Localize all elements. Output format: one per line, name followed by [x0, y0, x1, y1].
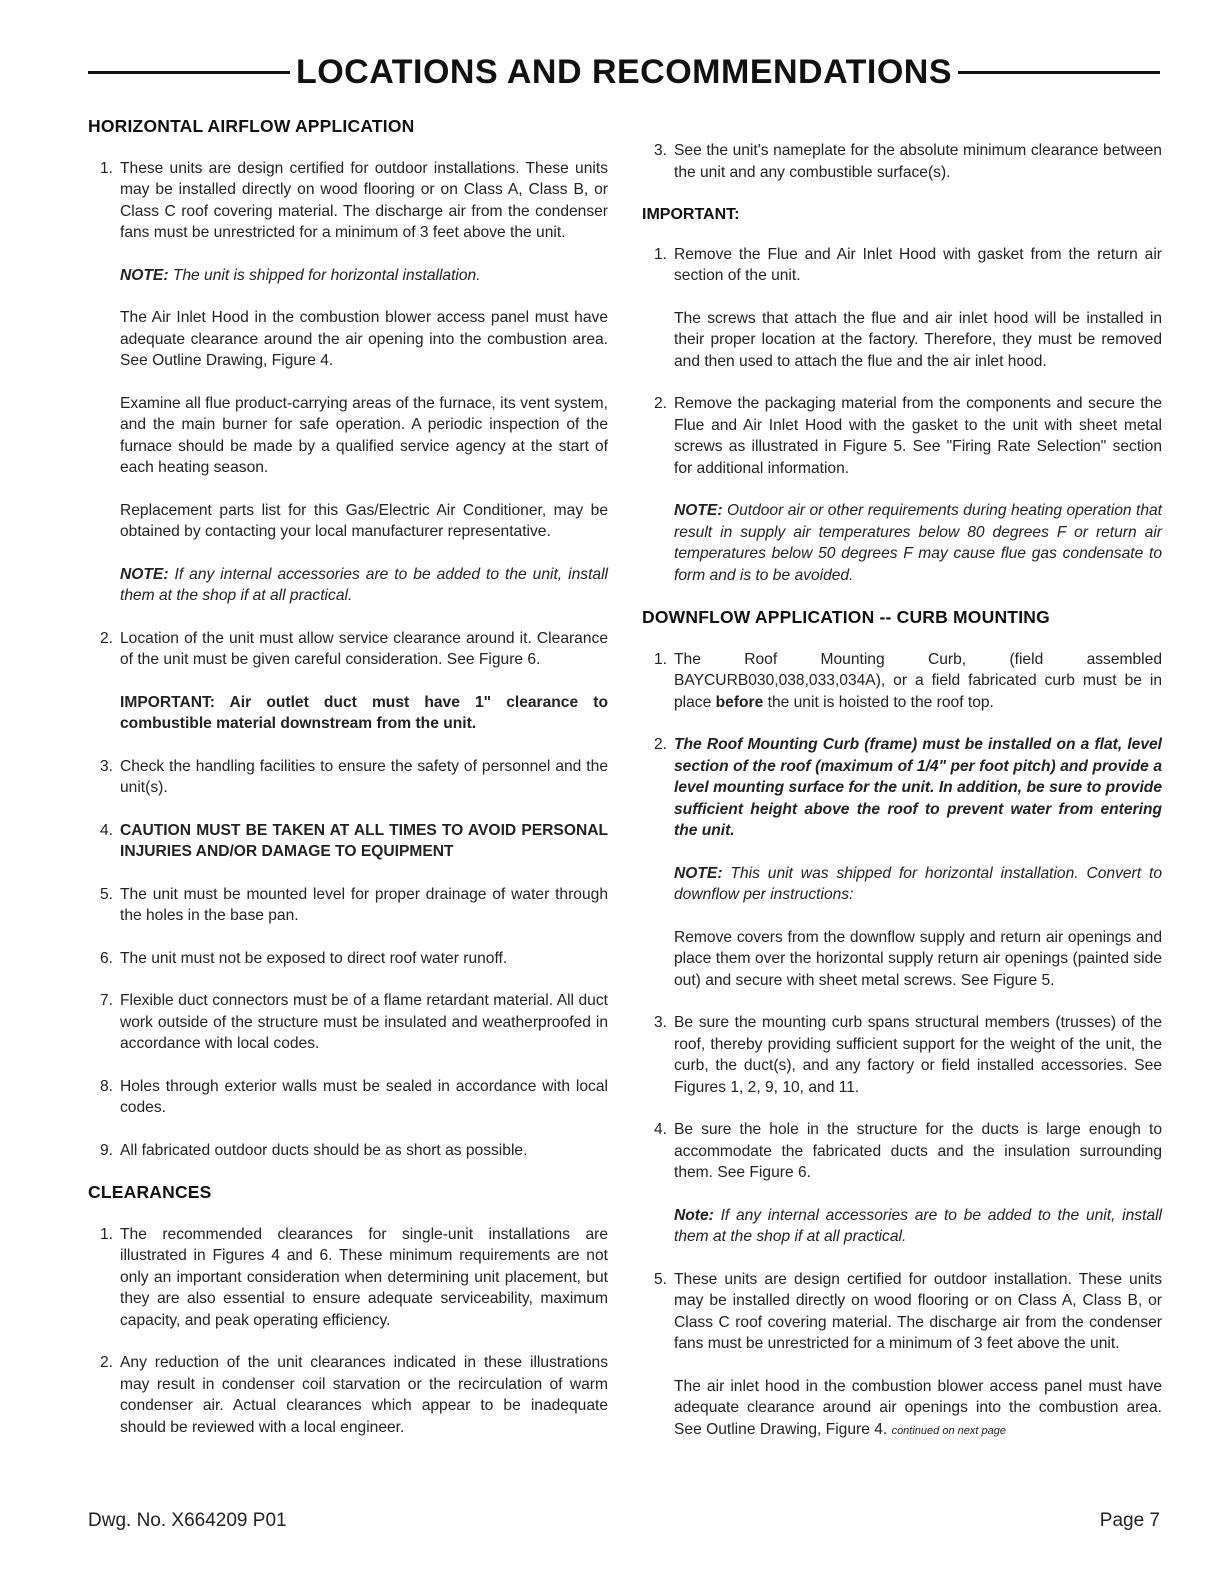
- item-number: 4.: [100, 821, 114, 839]
- list-item: [88, 820, 608, 863]
- note: [674, 1205, 1162, 1248]
- item-number: 2.: [654, 395, 668, 412]
- item-number: 1.: [100, 159, 114, 177]
- note-text: If any internal accessories are to be added to the unit, install them at the shop if at all practical.: [674, 1206, 1162, 1245]
- list-item: [88, 884, 608, 927]
- list-item: [88, 948, 608, 970]
- paragraph: The screws that attach the flue and air inlet hood will be installed in their proper location at the factory. Therefore, they must be removed and then used to attach the flue and the air inlet hood.: [674, 309, 1162, 370]
- item-number: 3.: [654, 142, 668, 159]
- item-text-emphasis: The Roof Mounting Curb (frame) must be installed on a flat, level section of the roof (maximum of 1/4" per foot pitch) and provide a level mounting surface for the unit. In addition, be sure to provide sufficient height above the roof to prevent water from entering the unit.: [674, 736, 1162, 839]
- list-item: [642, 393, 1162, 479]
- section-heading-horizontal: HORIZONTAL AIRFLOW APPLICATION: [88, 116, 415, 136]
- page-number: Page 7: [1099, 1510, 1160, 1531]
- list-item: [88, 1352, 608, 1438]
- note-label: Note:: [674, 1206, 714, 1224]
- section-heading-clearances: CLEARANCES: [88, 1182, 212, 1202]
- list-item: [642, 734, 1162, 842]
- list-item: [642, 1119, 1162, 1184]
- drawing-number: Dwg. No. X664209 P01: [88, 1510, 287, 1531]
- item-number: 5.: [100, 885, 114, 903]
- left-column: [88, 116, 608, 1459]
- paragraph: Examine all flue product-carrying areas of the furnace, its vent system, and the main burner for safe operation. A periodic inspection of the furnace should be made by a qualified service agency at the start of each heating season.: [120, 394, 608, 476]
- note-label: NOTE:: [674, 864, 723, 882]
- item-number: 9.: [100, 1141, 114, 1159]
- item-number: 5.: [654, 1270, 668, 1288]
- item-text: Flexible duct connectors must be of a flame retardant material. All duct work outside of the structure must be insulated and weatherproofed in accordance with local codes.: [120, 992, 608, 1052]
- item-text: Any reduction of the unit clearances indicated in these illustrations may result in condenser coil starvation or the recirculation of warm condenser air. Actual clearances which appear to be inadequate should be reviewed with a local engineer.: [120, 1354, 608, 1436]
- item-text: Be sure the mounting curb spans structural members (trusses) of the roof, thereby providing sufficient support for the weight of the unit, the curb, the duct(s), and any factory or field installed accessories. See Figures 1, 2, 9, 10, and 11.: [674, 1014, 1162, 1096]
- paragraph: Replacement parts list for this Gas/Electric Air Conditioner, may be obtained by contacting your local manufacturer representative.: [120, 501, 608, 540]
- item-text: Be sure the hole in the structure for the ducts is large enough to accommodate the fabricated ducts and the insulation surrounding them. See Figure 6.: [674, 1121, 1162, 1181]
- item-number: 1.: [654, 650, 668, 668]
- item-number: 3.: [654, 1014, 668, 1031]
- item-text-emphasis: before: [715, 693, 764, 711]
- item-text: [674, 649, 1162, 714]
- item-text: Check the handling facilities to ensure the safety of personnel and the unit(s).: [120, 757, 608, 796]
- list-item: [88, 1076, 608, 1119]
- item-number: 6.: [100, 949, 114, 967]
- list-item: [642, 1269, 1162, 1355]
- paragraph: Remove covers from the downflow supply and return air openings and place them over the horizontal supply return air openings (painted side out) and secure with sheet metal screws. See Figure 5.: [674, 928, 1162, 989]
- continued-label: continued on next page: [891, 1424, 1006, 1437]
- list-item: [642, 140, 1162, 183]
- list-item: [642, 1012, 1162, 1098]
- paragraph-text: The air inlet hood in the combustion blower access panel must have adequate clearance around air openings into the combustion area. See Outline Drawing, Figure 4.: [674, 1377, 1162, 1438]
- item-number: 1.: [654, 245, 668, 263]
- item-text-part: The Roof Mounting Curb, (field assembled BAYCURB030,038,033,034A), or a field fabricated curb must be in place: [674, 650, 1162, 711]
- section-heading-downflow: DOWNFLOW APPLICATION -- CURB MOUNTING: [642, 607, 1050, 627]
- page-title: LOCATIONS AND RECOMMENDATIONS: [295, 52, 953, 91]
- list-item: [88, 1224, 608, 1332]
- paragraph: The Air Inlet Hood in the combustion blower access panel must have adequate clearance around the air opening into the combustion area. See Outline Drawing, Figure 4.: [120, 309, 608, 369]
- item-text: The unit must not be exposed to direct roof water runoff.: [120, 949, 508, 967]
- item-text: Remove the Flue and Air Inlet Hood with gasket from the return air section of the unit.: [674, 245, 1162, 284]
- item-number: 3.: [100, 757, 114, 775]
- list-item: [642, 244, 1162, 287]
- item-text: The recommended clearances for single-unit installations are illustrated in Figures 4 and 6. These minimum requirements are not only an important consideration when determining unit placement, but they are also essential to ensure adequate serviceability, maximum capacity, and peak operating efficiency.: [120, 1225, 608, 1329]
- item-text: See the unit's nameplate for the absolute minimum clearance between the unit and any combustible surface(s).: [674, 142, 1162, 181]
- item-number: 7.: [100, 992, 114, 1009]
- note-label: NOTE:: [120, 266, 169, 284]
- list-item: [88, 628, 608, 671]
- list-item: [88, 1140, 608, 1162]
- item-number: 2.: [100, 1354, 114, 1371]
- note-label: NOTE:: [674, 502, 723, 519]
- item-text: Remove the packaging material from the components and secure the Flue and Air Inlet Hood with the gasket to the unit with sheet metal screws as illustrated in Figure 5. See "Firing Rate Selection" section for additional information.: [674, 395, 1162, 477]
- list-item: [88, 158, 608, 244]
- page-title-row: [88, 50, 1160, 94]
- note-label: NOTE:: [120, 565, 169, 583]
- item-text: The unit must be mounted level for proper drainage of water through the holes in the base pan.: [120, 885, 608, 924]
- item-text: Holes through exterior walls must be sealed in accordance with local codes.: [120, 1077, 608, 1116]
- item-text: All fabricated outdoor ducts should be as short as possible.: [120, 1141, 528, 1159]
- item-text: These units are design certified for outdoor installations. These units may be installed directly on wood flooring or on Class A, Class B, or Class C roof covering material. The discharge air from the condenser fans must be unrestricted for a minimum of 3 feet above the unit.: [120, 159, 608, 241]
- caution-text: CAUTION MUST BE TAKEN AT ALL TIMES TO AVOID PERSONAL INJURIES AND/OR DAMAGE TO EQUIPMENT: [120, 821, 608, 860]
- note-text: If any internal accessories are to be added to the unit, install them at the shop if at all practical.: [120, 565, 608, 604]
- note: [674, 863, 1162, 906]
- important-heading: IMPORTANT:: [642, 206, 740, 223]
- item-number: 1.: [100, 1225, 114, 1243]
- note-text: This unit was shipped for horizontal installation. Convert to downflow per instructions:: [674, 864, 1162, 903]
- note-text: Outdoor air or other requirements during heating operation that result in supply air temperatures below 80 degrees F or return air temperatures below 50 degrees F may cause flue gas condensate to form and is to be avoided.: [674, 502, 1162, 584]
- note: [674, 500, 1162, 586]
- item-number: 4.: [654, 1121, 668, 1138]
- list-item: [642, 649, 1162, 714]
- note: [120, 265, 608, 287]
- important-callout: IMPORTANT: Air outlet duct must have 1" clearance to combustible material downstream from the unit.: [120, 693, 608, 732]
- list-item: [88, 756, 608, 799]
- paragraph: [674, 1376, 1162, 1443]
- item-number: 8.: [100, 1077, 114, 1095]
- title-rule-right: [958, 71, 1160, 74]
- item-text: These units are design certified for outdoor installation. These units may be installed directly on wood flooring or on Class A, Class B, or Class C roof covering material. The discharge air from the condenser fans must be unrestricted for a minimum of 3 feet above the unit.: [674, 1270, 1162, 1352]
- item-number: 2.: [654, 736, 668, 753]
- list-item: [88, 990, 608, 1055]
- right-column: [642, 140, 1162, 1463]
- note-text: The unit is shipped for horizontal installation.: [168, 266, 481, 284]
- note: [120, 564, 608, 607]
- item-number: 2.: [100, 629, 114, 647]
- title-rule-left: [88, 71, 290, 74]
- item-text: Location of the unit must allow service clearance around it. Clearance of the unit must be given careful consideration. See Figure 6.: [120, 629, 608, 668]
- item-text-part: the unit is hoisted to the roof top.: [763, 693, 994, 711]
